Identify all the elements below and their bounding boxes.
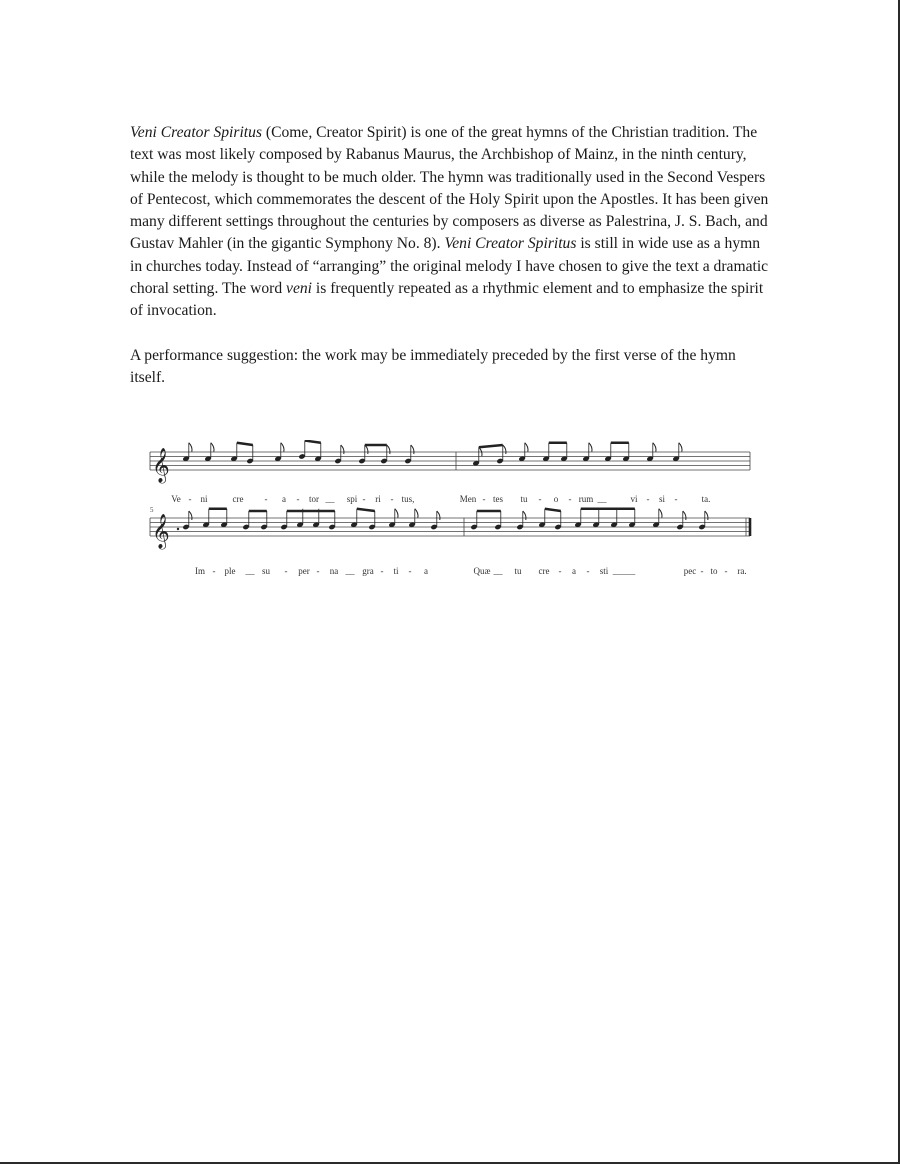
note-flag — [281, 443, 284, 452]
lyric-syllable: __ — [493, 566, 503, 576]
lyric-syllable: - — [482, 494, 486, 504]
lyric-syllable: ti — [393, 566, 399, 576]
lyric-syllable: per — [298, 566, 310, 576]
paragraph-text: is still in wide use as a hymn in churches today. Instead of “arranging” the original melody I have chosen to give the text a dramatic choral setting. The word — [130, 235, 769, 298]
emphasized-word: veni — [286, 280, 313, 298]
note-flag — [411, 445, 414, 454]
lyric-syllable: tu — [514, 566, 522, 576]
document-body — [130, 122, 770, 389]
lyric-syllable: sti — [599, 566, 609, 576]
lyric-syllable: - — [674, 494, 678, 504]
note-flag — [341, 445, 344, 454]
lyric-syllable: cre — [538, 566, 550, 576]
lyric-syllable: ra. — [737, 566, 747, 576]
lyric-syllable: to — [710, 566, 718, 576]
lyric-syllable: - — [390, 494, 394, 504]
lyric-syllable: ple — [224, 566, 236, 576]
lyric-syllable: __ — [345, 566, 355, 576]
note-flag — [395, 509, 398, 518]
lyric-syllable: - — [568, 494, 572, 504]
lyric-syllable: su — [261, 566, 271, 576]
lyric-syllable: gra — [362, 566, 374, 576]
note-beam — [305, 441, 321, 443]
paragraph-text: (Come, Creator Spirit) is one of the great hymns of the Christian tradition. The text was most likely composed by Rabanus Maurus, the Archbishop of Mainz, in the ninth century, while the melody is thought to be much older. The hymn was traditionally used in the Second Vespers of Pentecost, which commemorates the descent of the Holy Spirit upon the Apostles. It has been given many different settings throughout the centuries by composers as diverse as Palestrina, J. S. Bach, and Gustav Mahler (in the gigantic Symphony No. 8). — [130, 124, 769, 253]
lyric-syllable: tes — [493, 494, 503, 504]
lyric-syllable: - — [700, 566, 704, 576]
note-beam — [545, 509, 561, 511]
note-beam — [479, 445, 503, 447]
performance-suggestion: A performance suggestion: the work may be immediately preceded by the first verse of the hymn itself. — [130, 346, 736, 386]
lyric-syllable: - — [380, 566, 384, 576]
staff-system-1 — [150, 441, 750, 505]
measure-number: 5 — [150, 506, 154, 514]
lyric-syllable: __ — [245, 566, 255, 576]
hymn-title: Veni Creator Spiritus — [130, 124, 262, 141]
note-beam — [237, 443, 253, 445]
lyric-syllable: - — [586, 566, 590, 576]
note-flag — [679, 443, 682, 452]
note-flag — [683, 511, 686, 520]
lyric-syllable: - — [212, 566, 216, 576]
intro-paragraph — [130, 122, 770, 323]
lyric-syllable: - — [362, 494, 366, 504]
lyric-syllable: na — [329, 566, 339, 576]
lyric-syllable: pec — [683, 566, 697, 576]
lyric-syllable: a — [424, 566, 428, 576]
lyric-syllable: - — [408, 566, 412, 576]
music-score — [146, 440, 756, 585]
note-flag — [365, 445, 368, 454]
lyric-syllable: __ — [325, 494, 335, 504]
lyric-syllable: - — [264, 494, 268, 504]
lyric-syllable: Quæ — [473, 566, 491, 576]
note-flag — [525, 443, 528, 452]
lyric-syllable: - — [284, 566, 288, 576]
lyric-syllable: ta. — [701, 494, 711, 504]
note-flag — [211, 443, 214, 452]
lyric-syllable: o — [553, 494, 559, 504]
lyric-syllable: - — [646, 494, 650, 504]
lyric-syllable: vi — [630, 494, 638, 504]
lyric-syllable: ni — [200, 494, 208, 504]
lyric-syllable: si — [658, 494, 666, 504]
lyric-syllable: tor — [309, 494, 319, 504]
note-flag — [589, 443, 592, 452]
lyric-syllable: - — [558, 566, 562, 576]
note-flag — [415, 509, 418, 518]
lyric-syllable: __ — [597, 494, 607, 504]
lyric-syllable: rum — [578, 494, 594, 504]
lyric-syllable: tu — [520, 494, 528, 504]
note-flag — [523, 511, 526, 520]
lyric-syllable: tus, — [401, 494, 415, 504]
augmentation-dot — [177, 528, 179, 530]
lyric-syllable: Men — [459, 494, 477, 504]
lyric-syllable: - — [296, 494, 300, 504]
lyric-syllable: _____ — [612, 566, 636, 576]
lyric-syllable: - — [316, 566, 320, 576]
note-beam — [357, 509, 375, 511]
note-flag — [189, 443, 192, 452]
note-flag — [437, 511, 440, 520]
lyric-syllable: - — [188, 494, 192, 504]
lyric-syllable: Im — [195, 566, 205, 576]
lyric-syllable: - — [724, 566, 728, 576]
note-flag — [387, 445, 390, 454]
note-flag — [659, 509, 662, 518]
treble-clef-icon: 𝄞 — [152, 514, 170, 549]
note-flag — [503, 445, 506, 454]
treble-clef-icon: 𝄞 — [152, 448, 170, 483]
paragraph-text: is frequently repeated as a rhythmic element and to emphasize the spirit of invocation. — [130, 280, 764, 320]
note-flag — [189, 511, 192, 520]
note-flag — [705, 511, 708, 520]
lyric-syllable: ri — [375, 494, 381, 504]
hymn-title: Veni Creator Spiritus — [444, 235, 577, 253]
lyric-syllable: Ve — [171, 494, 181, 504]
lyric-syllable: spi — [346, 494, 358, 504]
lyric-syllable: cre — [232, 494, 244, 504]
lyric-syllable: a — [572, 566, 576, 576]
lyric-syllable: a — [282, 494, 286, 504]
lyric-syllable: - — [538, 494, 542, 504]
staff-system-2 — [150, 506, 750, 576]
note-flag — [653, 443, 656, 452]
